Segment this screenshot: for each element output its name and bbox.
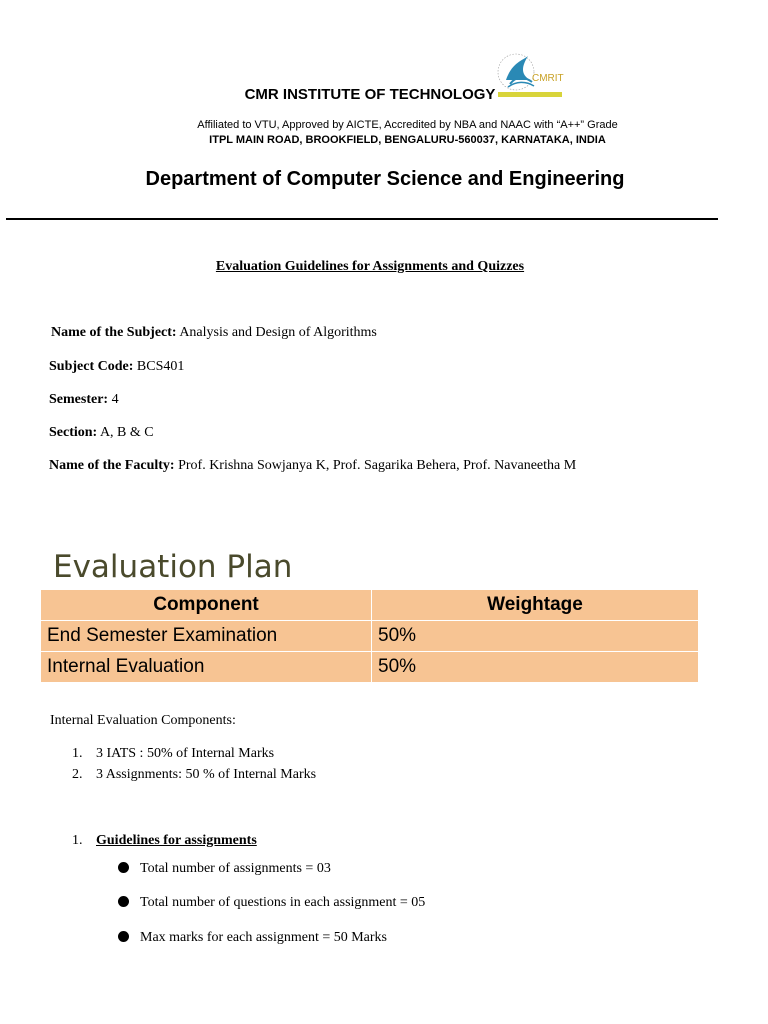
bullet-icon xyxy=(118,931,129,942)
table-header-row xyxy=(41,590,699,621)
affiliation-line: Affiliated to VTU, Approved by AICTE, Accredited by NBA and NAAC with “A++” Grade xyxy=(197,119,618,131)
table-cell: End Semester Examination xyxy=(41,621,372,652)
bullet-icon xyxy=(118,862,129,873)
faculty-label: Name of the Faculty: xyxy=(49,458,175,473)
table-cell: 50% xyxy=(372,621,699,652)
list-text: 3 IATS : 50% of Internal Marks xyxy=(96,746,275,761)
section-row xyxy=(49,425,154,441)
section-label: Section: xyxy=(49,425,98,440)
list-number: 1. xyxy=(72,746,83,761)
logo-text: CMRIT xyxy=(532,73,564,84)
faculty-row xyxy=(49,458,576,474)
evaluation-plan-title: Evaluation Plan xyxy=(53,549,293,585)
table-row xyxy=(41,652,699,683)
subject-code-row xyxy=(49,359,184,375)
cmrit-logo xyxy=(494,50,566,100)
semester-value: 4 xyxy=(108,392,119,407)
list-text: 3 Assignments: 50 % of Internal Marks xyxy=(96,767,317,782)
table-cell: 50% xyxy=(372,652,699,683)
address-line: ITPL MAIN ROAD, BROOKFIELD, BENGALURU-560037, KARNATAKA, INDIA xyxy=(209,134,606,146)
bullet-text: Total number of questions in each assignment = 05 xyxy=(140,895,426,910)
semester-label: Semester: xyxy=(49,392,109,407)
institute-name: CMR INSTITUTE OF TECHNOLOGY xyxy=(244,86,496,103)
guidelines-heading xyxy=(72,833,257,849)
table-cell: Internal Evaluation xyxy=(41,652,372,683)
bullet-item xyxy=(118,861,331,877)
subject-label: Name of the Subject: xyxy=(51,325,177,340)
table-header-component: Component xyxy=(41,590,372,621)
list-number: 2. xyxy=(72,767,83,782)
document-title: Evaluation Guidelines for Assignments and Quizzes xyxy=(215,259,525,274)
bullet-icon xyxy=(118,896,129,907)
table-header-weightage: Weightage xyxy=(372,590,699,621)
department-title: Department of Computer Science and Engineering xyxy=(145,168,625,190)
subject-row xyxy=(51,325,377,341)
list-number: 1. xyxy=(72,833,83,848)
table-row xyxy=(41,621,699,652)
bullet-text: Total number of assignments = 03 xyxy=(140,861,331,876)
bullet-item xyxy=(118,930,387,946)
subject-code-label: Subject Code: xyxy=(49,359,134,374)
list-item xyxy=(72,746,274,762)
header-divider xyxy=(6,218,718,220)
list-item xyxy=(72,767,316,783)
subject-code-value: BCS401 xyxy=(133,359,185,374)
section-value: A, B & C xyxy=(97,425,154,440)
faculty-value: Prof. Krishna Sowjanya K, Prof. Sagarika Behera, Prof. Navaneetha M xyxy=(174,458,577,473)
subject-value: Analysis and Design of Algorithms xyxy=(176,325,377,340)
semester-row xyxy=(49,392,119,408)
evaluation-plan-table xyxy=(40,589,699,683)
bullet-text: Max marks for each assignment = 50 Marks xyxy=(140,930,388,945)
bullet-item xyxy=(118,895,425,911)
internal-components-heading: Internal Evaluation Components: xyxy=(50,713,236,728)
guidelines-label: Guidelines for assignments xyxy=(96,833,257,848)
